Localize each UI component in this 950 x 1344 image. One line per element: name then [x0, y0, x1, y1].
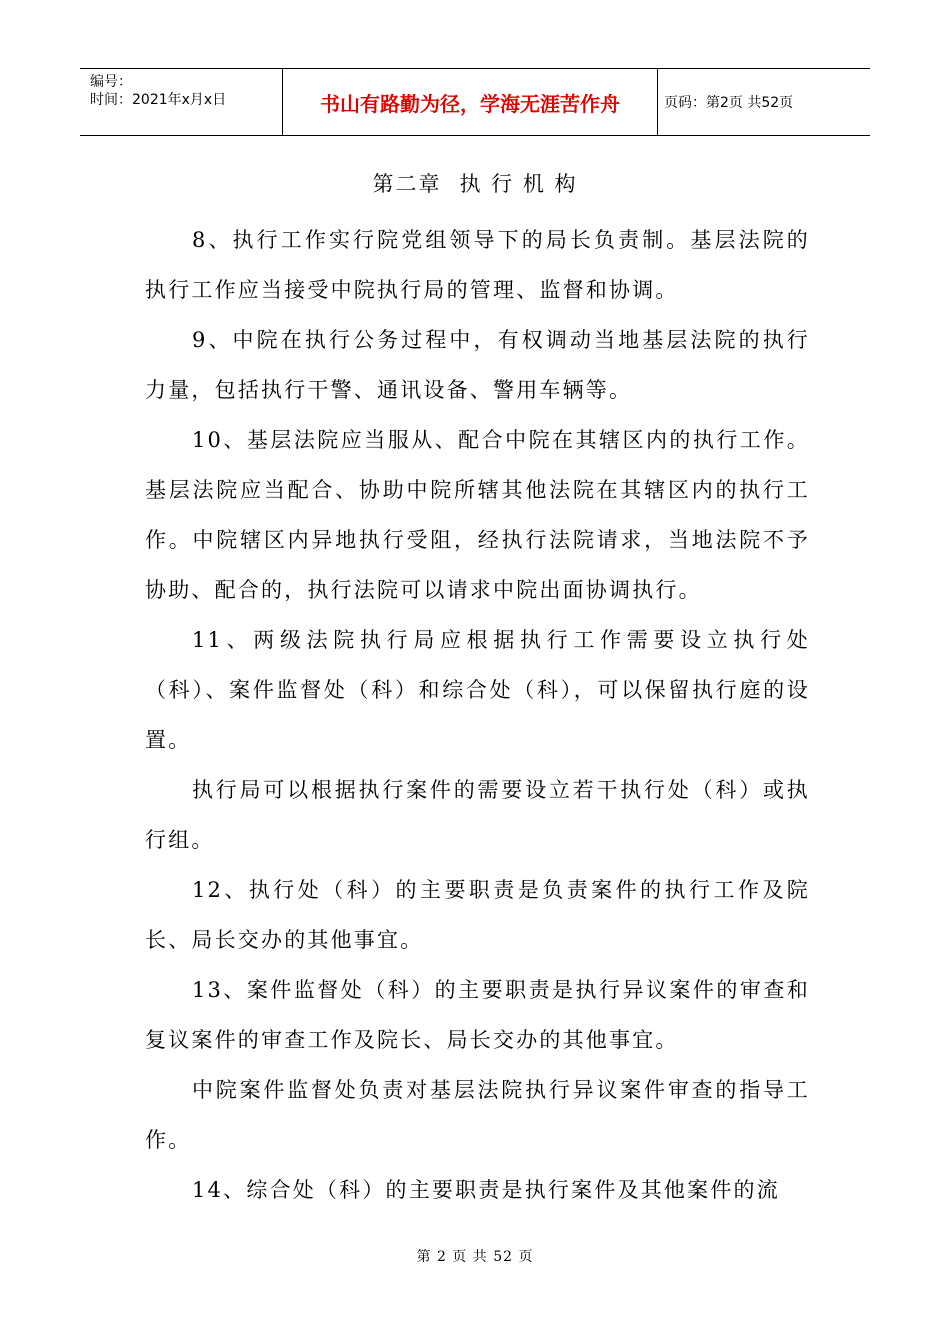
chapter-number: 第二章 — [372, 172, 442, 196]
document-number-label: 编号： — [90, 74, 132, 90]
paragraph: 13、案件监督处（科）的主要职责是执行异议案件的审查和复议案件的审查工作及院长、局长交办的其他事宜。 — [145, 978, 810, 1052]
paragraph: 执行局可以根据执行案件的需要设立若干执行处（科）或执行组。 — [145, 778, 810, 852]
document-date-label: 时间：2021年x月x日 — [90, 92, 227, 108]
document-body — [145, 215, 810, 1215]
chapter-name: 执 行 机 构 — [459, 172, 578, 196]
document-header — [80, 68, 870, 136]
header-motto: 书山有路勤为径，学海无涯苦作舟 — [283, 69, 658, 135]
page-footer: 第 2 页 共 52 页 — [416, 1249, 534, 1265]
paragraph: 12、执行处（科）的主要职责是负责案件的执行工作及院长、局长交办的其他事宜。 — [145, 878, 810, 952]
chapter-title — [0, 168, 950, 198]
paragraph: 14、综合处（科）的主要职责是执行案件及其他案件的流 — [192, 1178, 780, 1202]
paragraph: 10、基层法院应当服从、配合中院在其辖区内的执行工作。基层法院应当配合、协助中院所辖其他法院在其辖区内的执行工作。中院辖区内异地执行受阻，经执行法院请求，当地法院不予协助、配合的，执行法院可以请求中院出面协调执行。 — [145, 428, 810, 602]
paragraph: 11、两级法院执行局应根据执行工作需要设立执行处（科）、案件监督处（科）和综合处（科），可以保留执行庭的设置。 — [145, 628, 810, 752]
paragraph: 9、中院在执行公务过程中，有权调动当地基层法院的执行力量，包括执行干警、通讯设备、警用车辆等。 — [145, 328, 810, 402]
paragraph: 8、执行工作实行院党组领导下的局长负责制。基层法院的执行工作应当接受中院执行局的管理、监督和协调。 — [145, 228, 810, 302]
header-meta-cell — [80, 69, 283, 135]
paragraph: 中院案件监督处负责对基层法院执行异议案件审查的指导工作。 — [145, 1078, 810, 1152]
header-page-code: 页码：第2页 共52页 — [664, 95, 794, 111]
